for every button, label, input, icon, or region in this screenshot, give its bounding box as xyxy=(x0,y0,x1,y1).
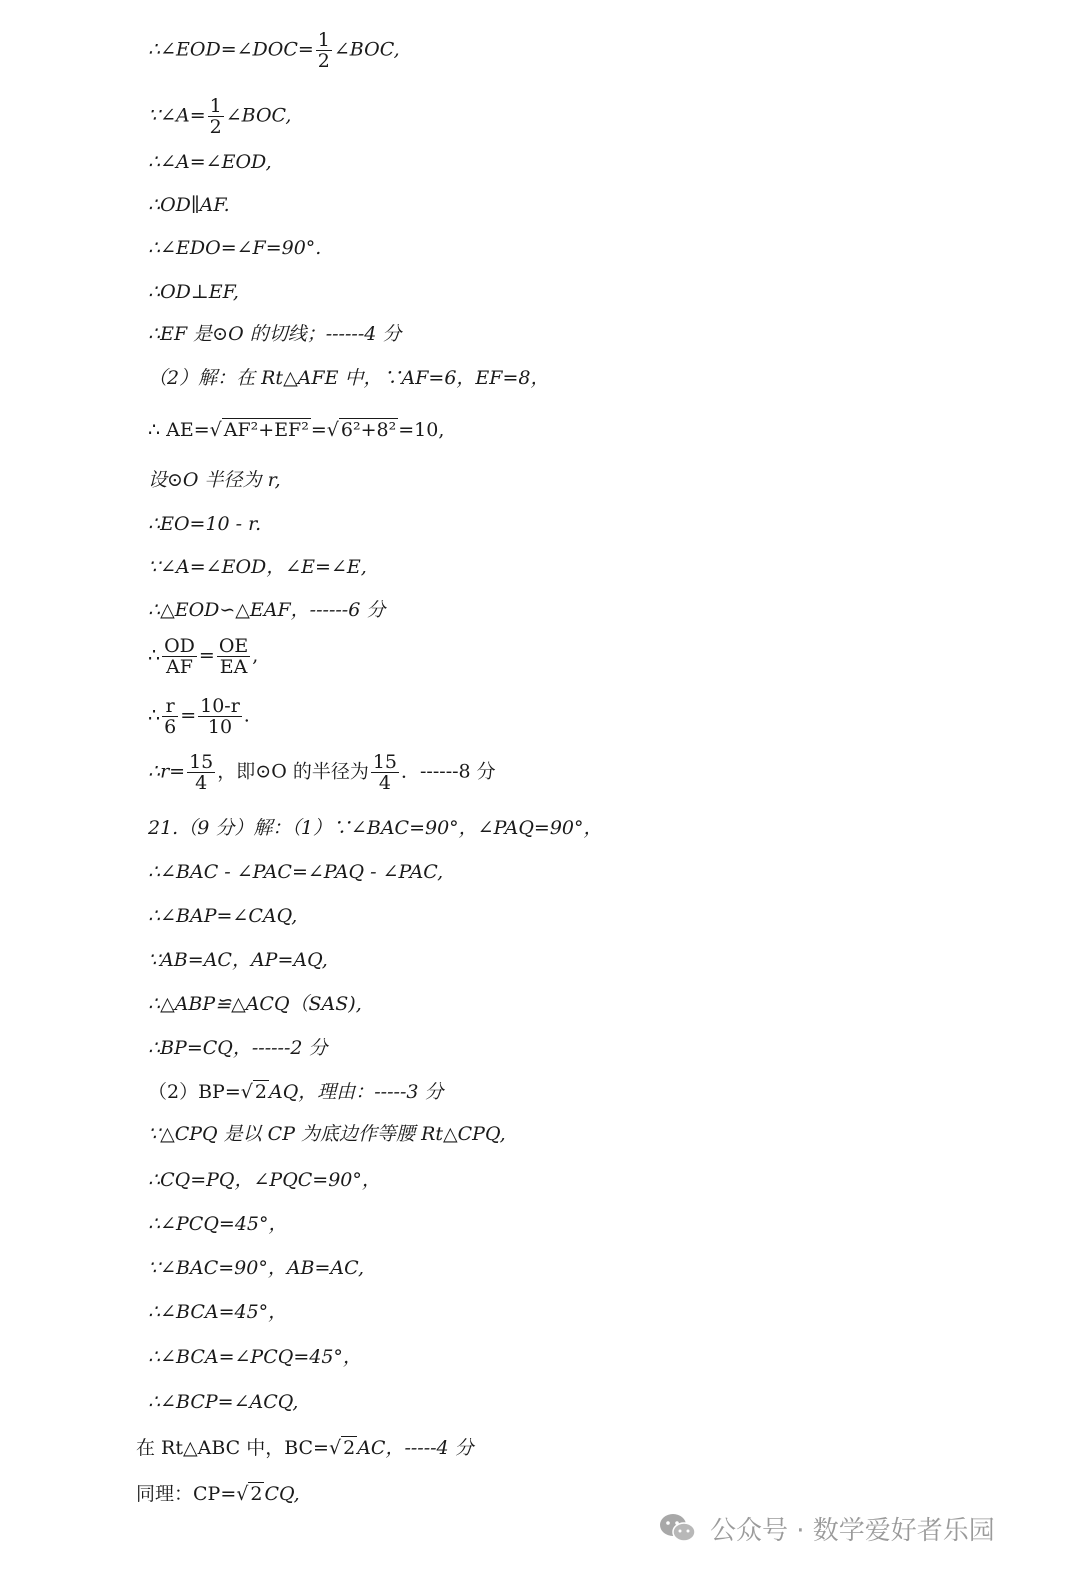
line-15: ∴ $\frac{r}{6}$ = $\frac{10-r}{10}$ . xyxy=(148,695,250,738)
line-13: ∴△EOD∽△EAF，------6 分 xyxy=(148,599,386,621)
line-17: 21.（9 分）解：（1）∵∠BAC=90°，∠PAQ=90°， xyxy=(148,817,603,839)
line-3: ∴∠A=∠EOD, xyxy=(148,151,272,173)
line-18: ∴∠BAC - ∠PAC=∠PAQ - ∠PAC, xyxy=(148,861,444,883)
fraction: $\frac{OD}{AF}$ xyxy=(164,635,195,678)
line-11: ∴EO=10 - r. xyxy=(148,513,262,535)
fraction-half: $\frac{1}{2}$ xyxy=(317,29,330,72)
line-16: ∴r= $\frac{15}{4}$ ，即⊙O 的半径为 $\frac{15}{4}$ ．------8 分 xyxy=(148,751,496,794)
line-31: 在 Rt△ABC 中，BC=√ 2 AC，-----4 分 xyxy=(136,1437,474,1459)
line-23: （2）BP=√ 2 AQ，理由：-----3 分 xyxy=(148,1081,444,1103)
fraction: $\frac{15}{4}$ xyxy=(189,751,214,794)
line-1: ∴∠EOD=∠DOC= $\frac{1}{2}$ ∠BOC, xyxy=(148,29,400,72)
line-12: ∵∠A=∠EOD，∠E=∠E, xyxy=(148,556,367,578)
line-10: 设⊙O 半径为 r, xyxy=(148,469,281,491)
watermark-text: 公众号 · 数学爱好者乐园 xyxy=(710,1515,995,1546)
line-21: ∴△ABP≌△ACQ（SAS), xyxy=(148,993,362,1015)
sqrt-expression: √ AF²+EF² xyxy=(209,419,309,441)
line-29: ∴∠BCA=∠PCQ=45°， xyxy=(148,1346,362,1368)
line-26: ∴∠PCQ=45°， xyxy=(148,1213,288,1235)
line-8: （2）解：在 Rt△AFE 中，∵AF=6，EF=8， xyxy=(148,367,550,389)
wechat-icon xyxy=(658,1512,698,1544)
line-14: ∴ $\frac{OD}{AF}$ = $\frac{OE}{EA}$ , xyxy=(148,635,259,678)
fraction-half: $\frac{1}{2}$ xyxy=(209,95,222,138)
line-4: ∴OD∥AF. xyxy=(148,194,230,216)
line-19: ∴∠BAP=∠CAQ, xyxy=(148,905,298,927)
fraction: $\frac{15}{4}$ xyxy=(372,751,398,794)
line-9: ∴ AE=√ AF²+EF² =√ 6²+8² =10, xyxy=(148,419,445,441)
line-2: ∵∠A= $\frac{1}{2}$ ∠BOC, xyxy=(148,95,292,138)
fraction: $\frac{10-r}{10}$ xyxy=(200,695,240,738)
line-28: ∴∠BCA=45°， xyxy=(148,1301,288,1323)
fraction: $\frac{OE}{EA}$ xyxy=(218,635,249,678)
sqrt-expression: √ 2 xyxy=(240,1081,267,1103)
line-5: ∴∠EDO=∠F=90°. xyxy=(148,237,322,259)
wechat-watermark xyxy=(658,1508,995,1548)
sqrt-expression: √ 2 xyxy=(236,1483,263,1505)
line-32: 同理：CP=√ 2 CQ, xyxy=(136,1483,300,1505)
sqrt-expression: √ 2 xyxy=(328,1437,356,1459)
line-20: ∵AB=AC，AP=AQ, xyxy=(148,949,328,971)
fraction: $\frac{r}{6}$ xyxy=(164,695,177,738)
line-22: ∴BP=CQ，------2 分 xyxy=(148,1037,328,1059)
line-25: ∴CQ=PQ，∠PQC=90°， xyxy=(148,1169,381,1191)
line-6: ∴OD⊥EF, xyxy=(148,281,239,303)
line-7: ∴EF 是⊙O 的切线；------4 分 xyxy=(148,323,402,345)
sqrt-expression: √ 6²+8² xyxy=(326,419,397,441)
line-30: ∴∠BCP=∠ACQ, xyxy=(148,1391,299,1413)
line-24: ∵△CPQ 是以 CP 为底边作等腰 Rt△CPQ, xyxy=(148,1123,506,1145)
line-27: ∵∠BAC=90°，AB=AC, xyxy=(148,1257,365,1279)
